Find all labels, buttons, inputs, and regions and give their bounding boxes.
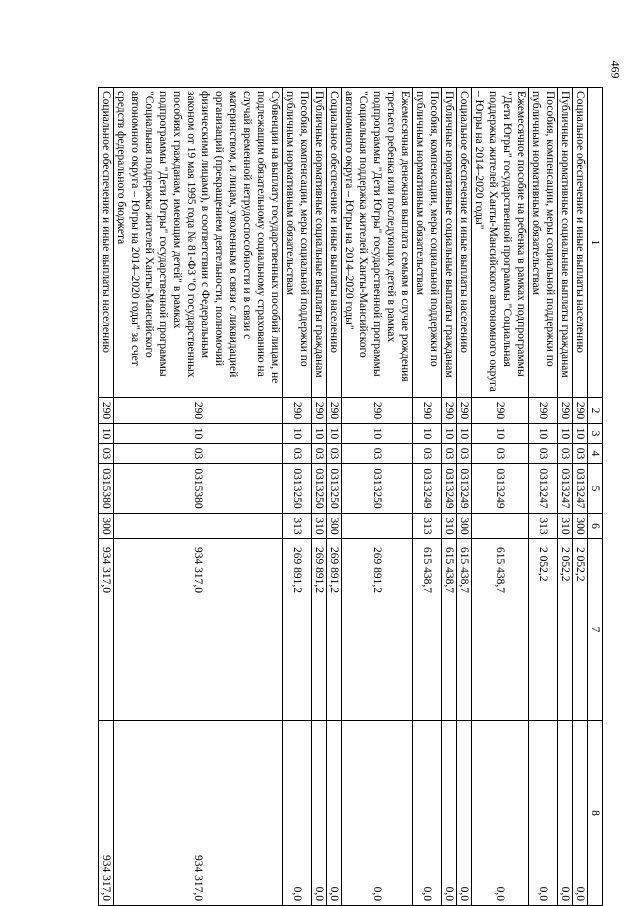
row-code-section: 10 (558, 424, 573, 444)
row-code-section: 10 (573, 424, 588, 444)
row-code-section: 10 (442, 424, 457, 444)
row-amount-total: 269 891,2 (312, 539, 327, 721)
table-header-row (588, 88, 603, 906)
row-code-ministry: 290 (442, 398, 457, 424)
row-code-subsection: 03 (342, 444, 413, 464)
row-code-section: 10 (342, 424, 413, 444)
row-code-section: 10 (529, 424, 558, 444)
row-code-expense-type (342, 514, 413, 539)
page-number: 469 (608, 60, 623, 79)
row-code-section: 10 (99, 424, 114, 444)
header-cell: 3 (588, 424, 603, 444)
row-code-subsection: 03 (457, 444, 472, 464)
row-amount-federal: 0,0 (442, 721, 457, 906)
table-row (99, 88, 114, 906)
row-code-expense-type: 313 (529, 514, 558, 539)
row-description: Пособия, компенсации, меры социальной поддержки по публичным нормативным обязательствам (529, 88, 558, 398)
table-row (312, 88, 327, 906)
row-code-target: 0313247 (558, 464, 573, 514)
row-code-target: 0313250 (312, 464, 327, 514)
row-amount-total: 269 891,2 (342, 539, 413, 721)
row-amount-total: 934 317,0 (99, 539, 114, 721)
table-row (283, 88, 312, 906)
table-row (472, 88, 529, 906)
row-code-target: 0313250 (283, 464, 312, 514)
row-code-expense-type: 310 (442, 514, 457, 539)
row-code-target: 0313249 (442, 464, 457, 514)
rotated-table-container (80, 87, 603, 905)
row-code-section: 10 (327, 424, 342, 444)
row-description: Социальное обеспечение и иные выплаты населению (457, 88, 472, 398)
row-amount-federal: 0,0 (413, 721, 442, 906)
row-code-section: 10 (114, 424, 283, 444)
row-description: Социальное обеспечение и иные выплаты населению (573, 88, 588, 398)
row-description: Публичные нормативные социальные выплаты гражданам (442, 88, 457, 398)
row-amount-federal: 0,0 (283, 721, 312, 906)
row-amount-total: 934 317,0 (114, 539, 283, 721)
row-code-target: 0313247 (573, 464, 588, 514)
row-amount-total: 615 438,7 (413, 539, 442, 721)
row-description: Социальное обеспечение и иные выплаты населению (99, 88, 114, 398)
row-amount-federal: 0,0 (327, 721, 342, 906)
row-code-expense-type: 313 (413, 514, 442, 539)
header-cell: 6 (588, 514, 603, 539)
table-row (442, 88, 457, 906)
table-row (342, 88, 413, 906)
row-code-target: 0313250 (327, 464, 342, 514)
table-row (558, 88, 573, 906)
row-amount-federal: 0,0 (312, 721, 327, 906)
row-code-section: 10 (413, 424, 442, 444)
row-code-expense-type: 300 (99, 514, 114, 539)
row-code-expense-type: 300 (457, 514, 472, 539)
row-amount-total: 615 438,7 (442, 539, 457, 721)
header-cell: 8 (588, 721, 603, 906)
row-code-ministry: 290 (457, 398, 472, 424)
row-code-target: 0313249 (472, 464, 529, 514)
budget-table (98, 87, 603, 906)
row-amount-total: 269 891,2 (327, 539, 342, 721)
row-code-subsection: 03 (529, 444, 558, 464)
table-body (99, 88, 588, 906)
row-code-subsection: 03 (283, 444, 312, 464)
row-code-target: 0313249 (413, 464, 442, 514)
row-amount-total: 2 052,2 (558, 539, 573, 721)
row-description: Ежемесячное пособие на ребенка в рамках подпрограммы "Дети Югры" государственной программы "Социальная поддержка жителей Ханты-Мансийского автономного округа – Югры на 2014–2020 годы" (472, 88, 529, 398)
header-cell: 5 (588, 464, 603, 514)
table-row (114, 88, 283, 906)
row-code-target: 0313249 (457, 464, 472, 514)
row-code-expense-type: 313 (283, 514, 312, 539)
row-code-target: 0313250 (342, 464, 413, 514)
row-amount-total: 269 891,2 (283, 539, 312, 721)
row-code-expense-type: 300 (573, 514, 588, 539)
row-code-expense-type (472, 514, 529, 539)
row-code-subsection: 03 (312, 444, 327, 464)
row-description: Пособия, компенсации, меры социальной поддержки по публичным нормативным обязательствам (413, 88, 442, 398)
table-row (457, 88, 472, 906)
row-code-expense-type: 300 (327, 514, 342, 539)
header-cell: 2 (588, 398, 603, 424)
row-code-ministry: 290 (342, 398, 413, 424)
row-code-subsection: 03 (558, 444, 573, 464)
header-cell: 4 (588, 444, 603, 464)
row-description: Пособия, компенсации, меры социальной поддержки по публичным нормативным обязательствам (283, 88, 312, 398)
row-code-subsection: 03 (114, 444, 283, 464)
row-amount-total: 615 438,7 (457, 539, 472, 721)
row-amount-federal: 0,0 (342, 721, 413, 906)
row-amount-federal: 0,0 (573, 721, 588, 906)
row-description: Субвенции на выплату государственных пособий лицам, не подлежащим обязательному социальному страхованию на случай временной нетрудоспособности и в связи с материнством, и лицам, уволенным в связи с ликвидацией организаций (прекращением деятельности, полномочий физическими лицами), в соответствии с Федеральным законом от 19 мая 1995 года № 81-ФЗ "О государственных пособиях гражданам, имеющим детей" в рамках подпрограммы "Дети Югры" государственной программы "Социальная поддержка жителей Ханты-Мансийского автономного округа – Югры на 2014–2020 годы" за счет средств федерального бюджета (114, 88, 283, 398)
row-code-section: 10 (457, 424, 472, 444)
row-code-section: 10 (283, 424, 312, 444)
row-code-ministry: 290 (472, 398, 529, 424)
row-description: Социальное обеспечение и иные выплаты населению (327, 88, 342, 398)
row-code-expense-type: 310 (312, 514, 327, 539)
row-description: Публичные нормативные социальные выплаты гражданам (558, 88, 573, 398)
row-amount-federal: 934 317,0 (114, 721, 283, 906)
row-code-ministry: 290 (114, 398, 283, 424)
row-code-section: 10 (472, 424, 529, 444)
row-amount-federal: 0,0 (472, 721, 529, 906)
row-description: Публичные нормативные социальные выплаты гражданам (312, 88, 327, 398)
row-code-ministry: 290 (413, 398, 442, 424)
row-code-target: 0315380 (99, 464, 114, 514)
row-code-subsection: 03 (99, 444, 114, 464)
row-code-section: 10 (312, 424, 327, 444)
row-code-subsection: 03 (413, 444, 442, 464)
row-amount-total: 615 438,7 (472, 539, 529, 721)
row-code-ministry: 290 (573, 398, 588, 424)
row-amount-total: 2 052,2 (573, 539, 588, 721)
row-code-expense-type: 310 (558, 514, 573, 539)
row-amount-federal: 934 317,0 (99, 721, 114, 906)
row-code-subsection: 03 (573, 444, 588, 464)
table-row (529, 88, 558, 906)
row-code-ministry: 290 (99, 398, 114, 424)
table-row (413, 88, 442, 906)
table-row (573, 88, 588, 906)
row-code-ministry: 290 (558, 398, 573, 424)
row-code-ministry: 290 (312, 398, 327, 424)
table-row (327, 88, 342, 906)
row-code-target: 0313247 (529, 464, 558, 514)
row-amount-federal: 0,0 (558, 721, 573, 906)
row-amount-federal: 0,0 (457, 721, 472, 906)
row-code-subsection: 03 (327, 444, 342, 464)
row-code-expense-type (114, 514, 283, 539)
row-code-subsection: 03 (472, 444, 529, 464)
row-amount-total: 2 052,2 (529, 539, 558, 721)
row-amount-federal: 0,0 (529, 721, 558, 906)
header-cell: 1 (588, 88, 603, 398)
row-code-subsection: 03 (442, 444, 457, 464)
row-code-ministry: 290 (327, 398, 342, 424)
row-description: Ежемесячная денежная выплата семьям в случае рождения третьего ребенка или последующих детей в рамках подпрограммы "Дети Югры" государственной программы "Социальная поддержка жителей Ханты-Мансийского автономного округа – Югры на 2014–2020 годы" (342, 88, 413, 398)
row-code-target: 0315380 (114, 464, 283, 514)
row-code-ministry: 290 (529, 398, 558, 424)
header-cell: 7 (588, 539, 603, 721)
row-code-ministry: 290 (283, 398, 312, 424)
